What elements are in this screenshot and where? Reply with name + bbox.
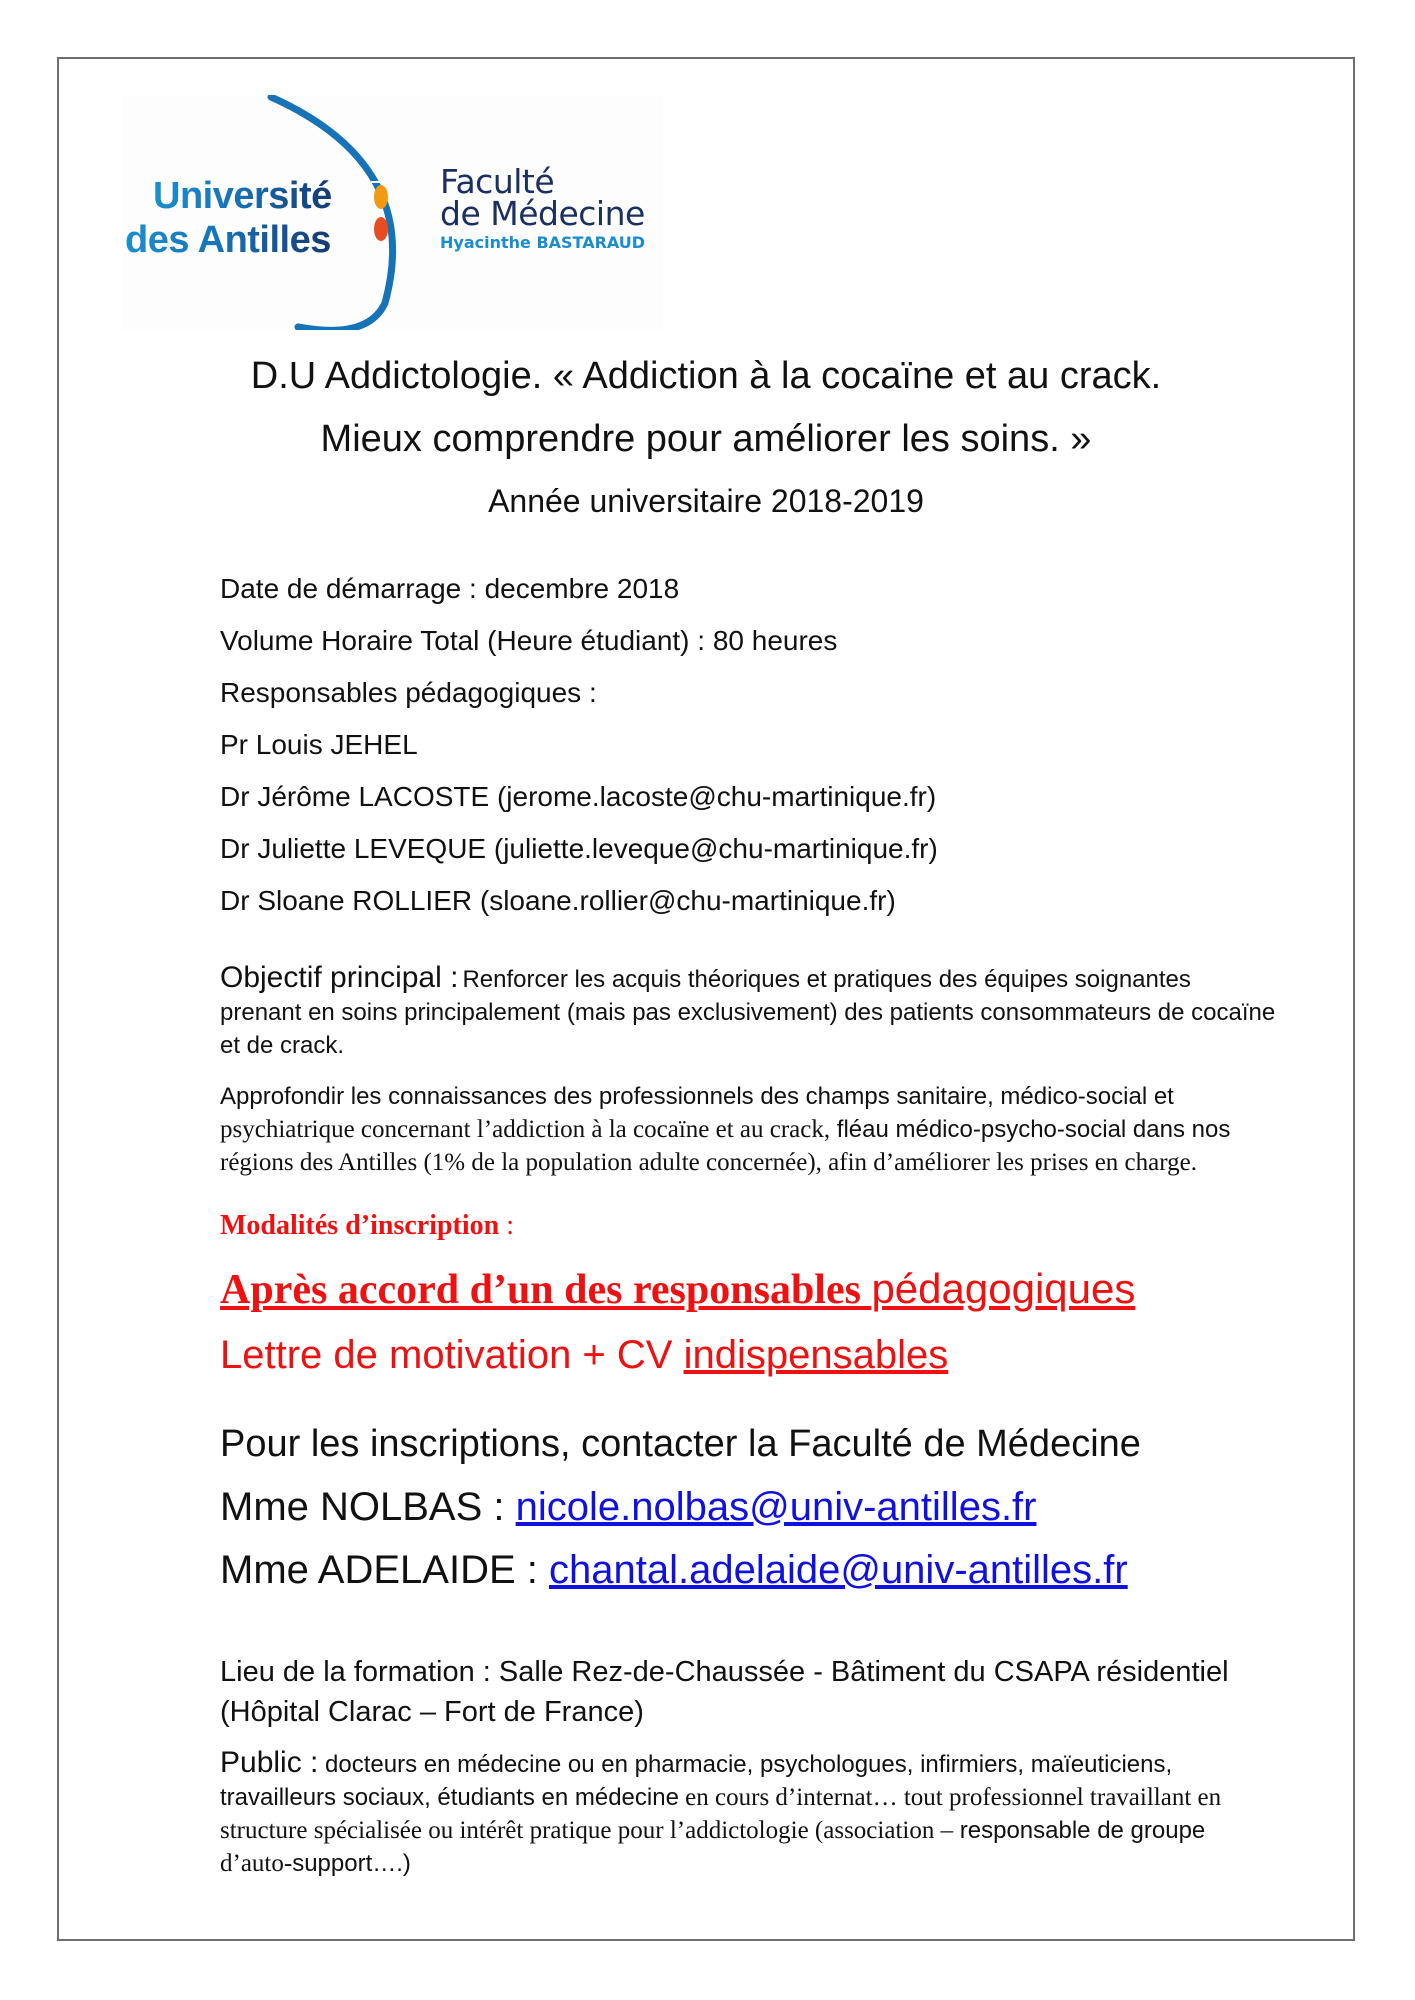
logo-faculty-line1: Faculté — [440, 162, 555, 201]
modalites-requirement-2 — [220, 1333, 948, 1378]
requirement-sans-text: pédagogiques — [871, 1265, 1136, 1312]
responsable-item: Dr Sloane ROLLIER (sloane.rollier@chu-martinique.fr) — [220, 885, 896, 916]
contact-row — [220, 1548, 1128, 1593]
location-text: Lieu de la formation : Salle Rez-de-Chaussée - Bâtiment du CSAPA résidentiel — [220, 1656, 1229, 1688]
university-logo — [123, 95, 663, 330]
responsable-item: Dr Jérôme LACOSTE (jerome.lacoste@chu-martinique.fr) — [220, 781, 937, 812]
logo-dot-red — [374, 217, 388, 241]
public-section — [220, 1745, 1221, 1880]
requirement-underlined-text: indispensables — [683, 1333, 949, 1377]
modalites-label: Modalités d’inscription — [220, 1210, 500, 1241]
contact-intro: Pour les inscriptions, contacter la Faculté de Médecine — [220, 1423, 1141, 1465]
logo-faculty-line2: de Médecine — [440, 194, 645, 233]
modalites-colon: : — [499, 1210, 515, 1241]
public-text: support….) — [292, 1850, 411, 1877]
public-text: docteurs en médecine ou en pharmacie, psychologues, infirmiers, maïeuticiens, — [318, 1751, 1173, 1778]
public-text: responsable de groupe — [953, 1817, 1206, 1844]
approfondir-text: psychiatrique concernant l’addiction à la cocaïne et au crack, — [220, 1116, 831, 1143]
objectif-text: Renforcer les acquis théoriques et pratiques des équipes soignantes — [462, 966, 1191, 993]
public-label: Public : — [220, 1746, 319, 1779]
logo-university-line2: des Antilles — [125, 219, 331, 261]
location-section — [220, 1652, 1229, 1732]
title-line-2: Mieux comprendre pour améliorer les soins. » — [320, 418, 1092, 460]
objectif-text: et de crack. — [220, 1032, 345, 1059]
logo-dot-orange — [374, 185, 388, 209]
approfondir-section — [220, 1080, 1350, 1179]
logo-faculty-line3: Hyacinthe BASTARAUD — [440, 233, 646, 252]
responsable-item: Pr Louis JEHEL — [220, 729, 418, 760]
objectif-section — [220, 960, 1350, 1062]
contact-name: Mme ADELAIDE : — [220, 1548, 549, 1592]
responsable-item: Dr Juliette LEVEQUE (juliette.leveque@chu-martinique.fr) — [220, 833, 938, 864]
contact-email-link[interactable]: nicole.nolbas@univ-antilles.fr — [515, 1485, 1037, 1529]
start-date: Date de démarrage : decembre 2018 — [220, 573, 680, 604]
title-line-1: D.U Addictologie. « Addiction à la cocaïne et au crack. — [250, 355, 1162, 397]
approfondir-text: régions des Antilles (1% de la population adulte concernée), afin d’améliorer les prises en charge. — [220, 1149, 1197, 1176]
location-text: (Hôpital Clarac – Fort de France) — [220, 1696, 644, 1728]
academic-year: Année universitaire 2018-2019 — [488, 483, 924, 519]
modalites-requirement-1 — [220, 1265, 1135, 1314]
modalites-heading — [220, 1210, 514, 1242]
responsables-label: Responsables pédagogiques : — [220, 677, 597, 708]
contact-row — [220, 1485, 1036, 1530]
public-text: structure spécialisée ou intérêt pratique pour l’addictologie (association – — [220, 1817, 954, 1844]
contact-name: Mme NOLBAS : — [220, 1485, 516, 1529]
requirement-plain-text: Lettre de motivation + CV — [220, 1333, 684, 1377]
requirement-bold-text: Après accord d’un des responsables — [220, 1267, 861, 1313]
public-text: travailleurs sociaux, étudiants en médecine — [220, 1784, 679, 1811]
approfondir-text: fléau médico-psycho-social dans nos — [830, 1116, 1231, 1143]
public-text: en cours d’internat… tout professionnel travaillant en — [678, 1784, 1222, 1811]
contact-email-link[interactable]: chantal.adelaide@univ-antilles.fr — [548, 1548, 1128, 1592]
objectif-text: prenant en soins principalement (mais pas exclusivement) des patients consommateurs de cocaïne — [220, 999, 1276, 1026]
logo-university-line1: Université — [153, 175, 332, 217]
hour-volume: Volume Horaire Total (Heure étudiant) : 80 heures — [220, 625, 838, 656]
public-text: d’auto- — [220, 1850, 293, 1877]
objectif-label: Objectif principal : — [220, 961, 459, 994]
approfondir-text: Approfondir les connaissances des professionnels des champs sanitaire, médico-social et — [220, 1083, 1174, 1110]
